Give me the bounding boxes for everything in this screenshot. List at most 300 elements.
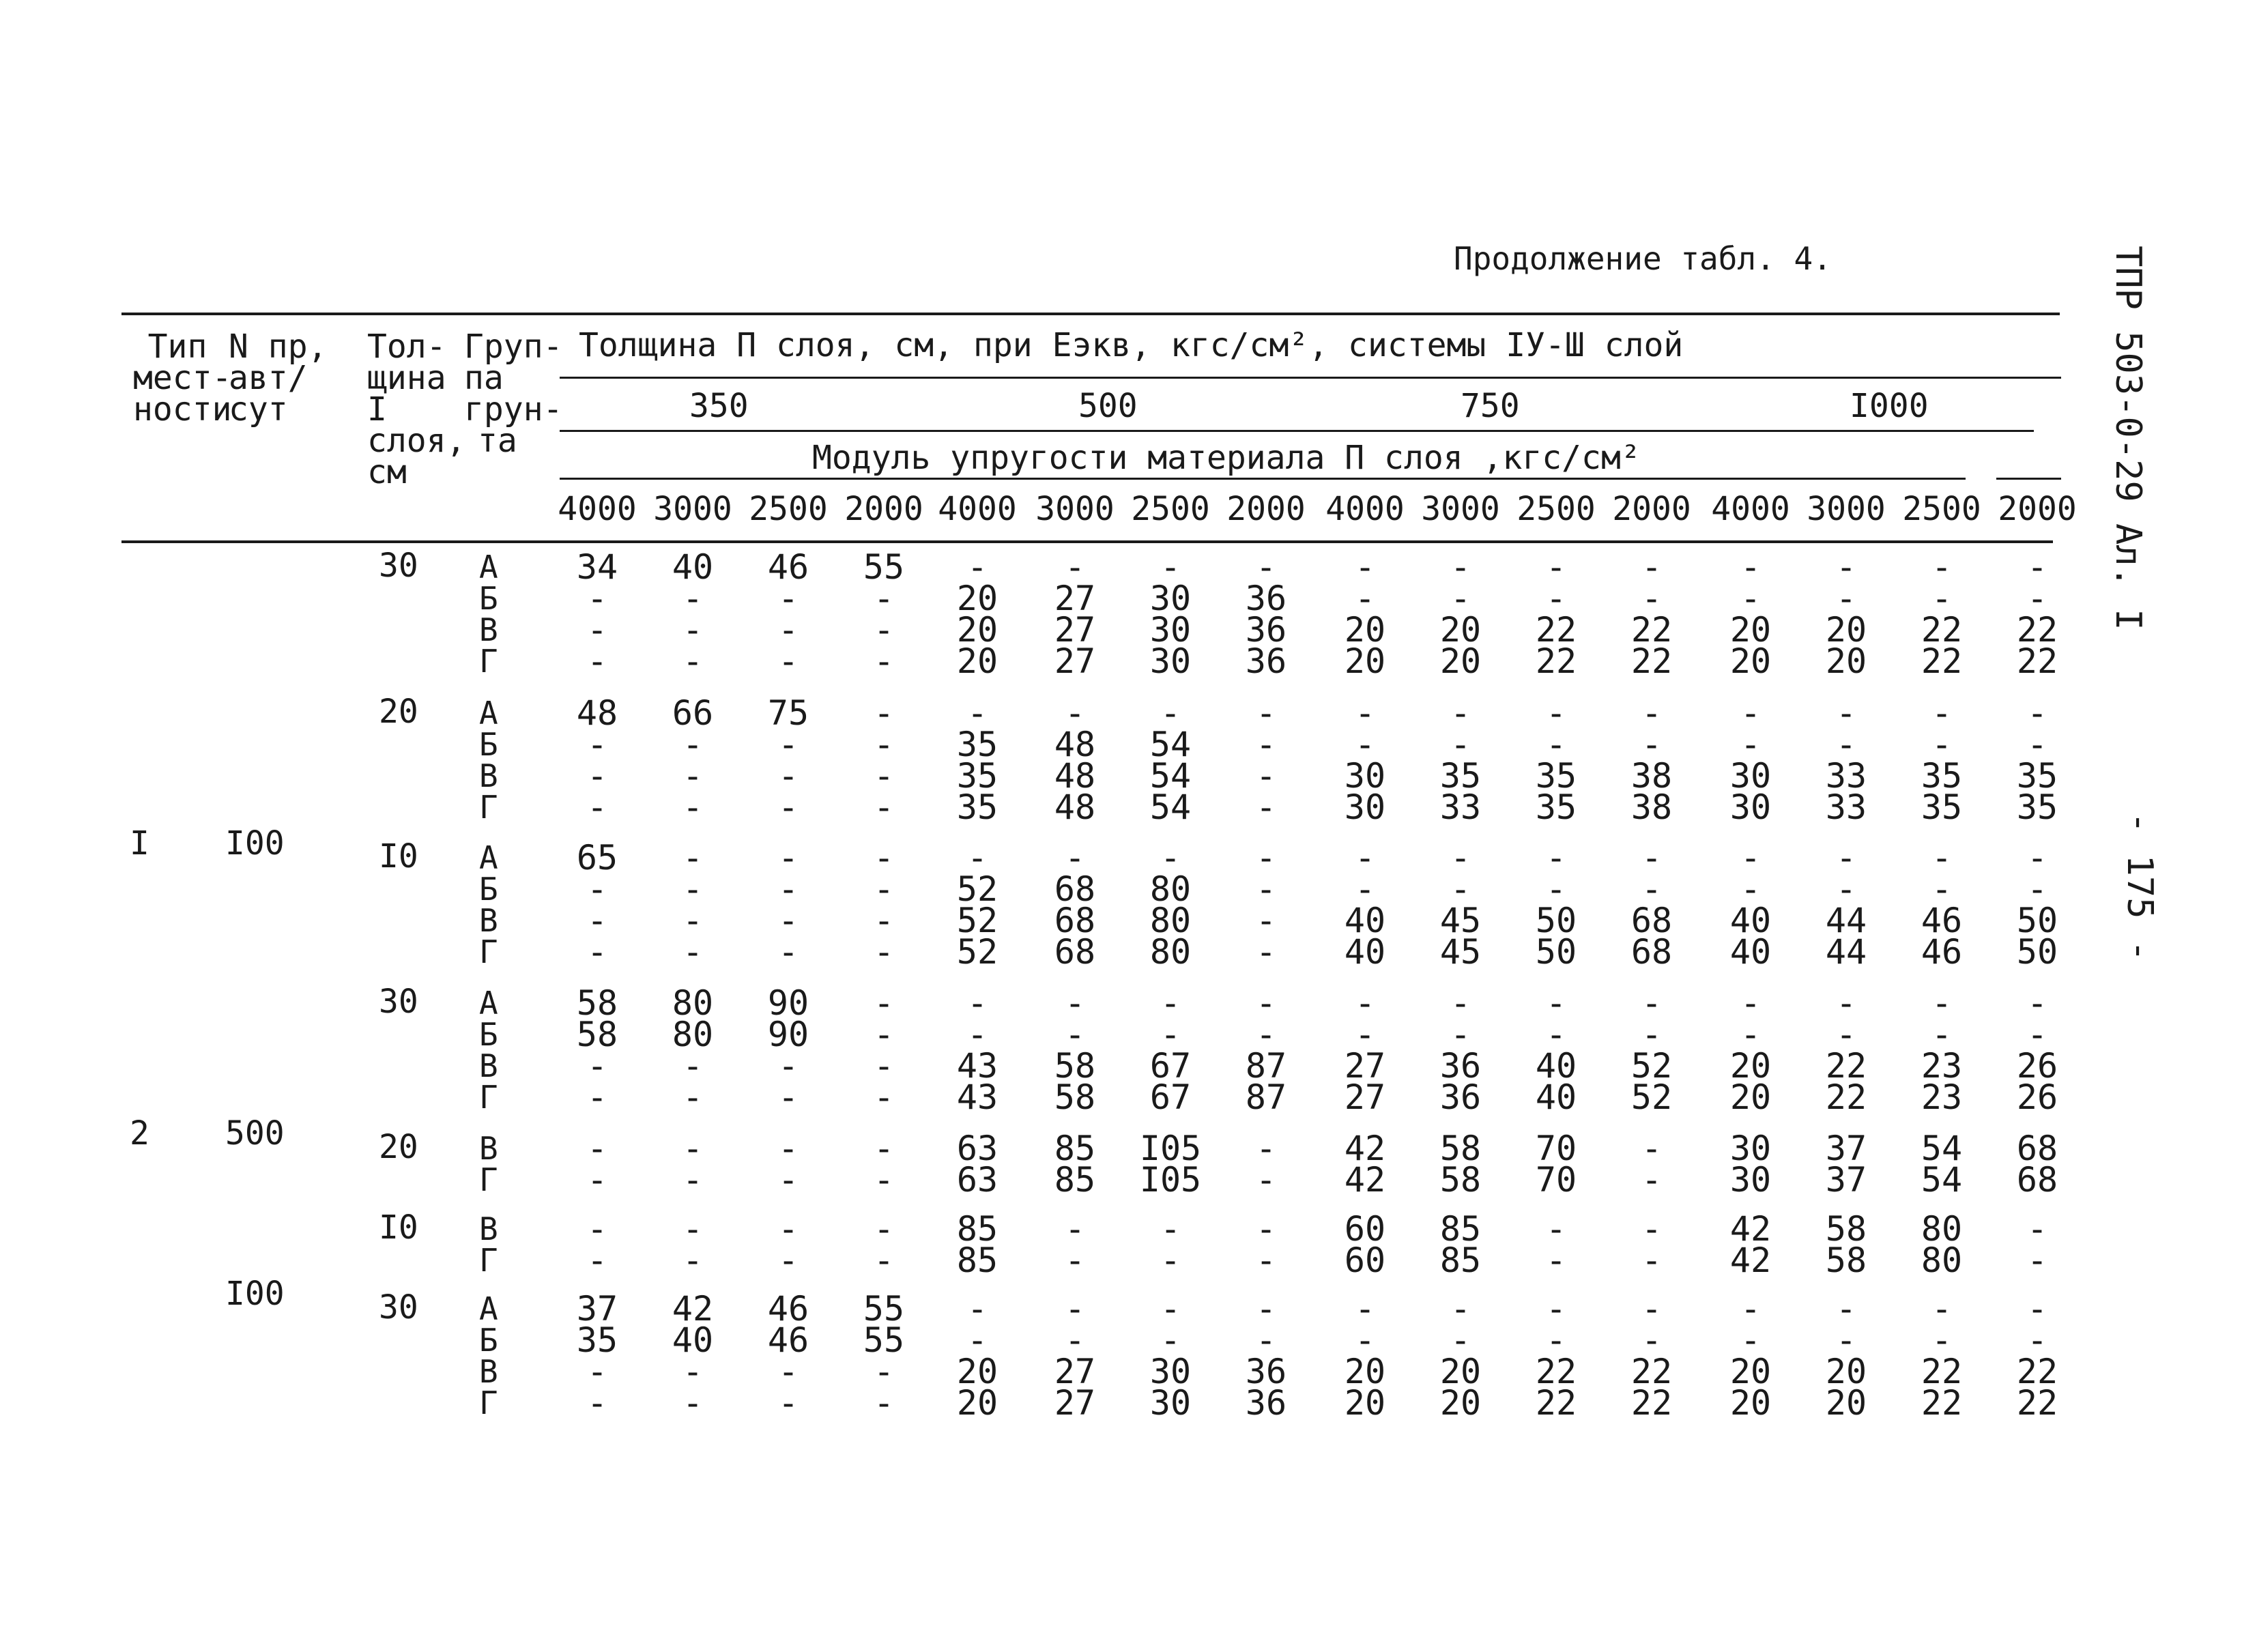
table-cell: - (777, 610, 799, 650)
table-cell: - (586, 787, 608, 827)
table-cell: - (1160, 838, 1181, 878)
table-cell: 22 (1630, 610, 1673, 650)
table-cell: - (1255, 547, 1277, 587)
table-cell: - (873, 1129, 895, 1168)
table-cell: 52 (1630, 1077, 1673, 1117)
soil-group-label: А (479, 1290, 498, 1327)
header-group-l2: па (464, 359, 504, 397)
table-cell: 40 (672, 1320, 714, 1360)
thickness-value: 30 (379, 983, 418, 1021)
table-cell: - (1255, 838, 1277, 878)
modulus-value: 4000 (938, 490, 1017, 528)
table-cell: - (682, 1209, 704, 1249)
table-cell: 37 (1825, 1129, 1867, 1168)
table-cell: 54 (1149, 725, 1192, 764)
table-cell: 30 (1149, 1383, 1192, 1423)
table-cell: - (1255, 1129, 1277, 1168)
table-cell: 22 (2016, 641, 2058, 681)
table-cell: - (682, 787, 704, 827)
table-cell: - (2026, 1241, 2048, 1280)
table-cell: - (1064, 838, 1086, 878)
table-cell: - (586, 756, 608, 796)
table-cell: - (682, 838, 704, 878)
table-cell: 40 (1535, 1077, 1577, 1117)
table-cell: 22 (1535, 610, 1577, 650)
table-cell: 26 (2016, 1077, 2058, 1117)
table-cell: - (1354, 838, 1376, 878)
table-cell: - (1160, 1209, 1181, 1249)
table-cell: - (1740, 693, 1762, 733)
table-cell: - (1255, 693, 1277, 733)
table-cell: - (2026, 1320, 2048, 1360)
table-cell: 22 (2016, 610, 2058, 650)
table-cell: - (873, 579, 895, 618)
table-cell: - (1641, 693, 1663, 733)
table-cell: - (682, 725, 704, 764)
n-label-500: 500 (225, 1114, 285, 1153)
table-cell: - (873, 1352, 895, 1391)
table-cell: - (1545, 725, 1567, 764)
table-cell: 37 (1825, 1160, 1867, 1200)
table-cell: 80 (1149, 932, 1192, 972)
table-cell: 80 (1149, 869, 1192, 909)
thickness-value: 20 (379, 693, 418, 731)
table-cell: 58 (576, 983, 618, 1023)
table-cell: 30 (1344, 787, 1386, 827)
table-cell: 20 (1344, 1383, 1386, 1423)
header-type-l2: мест- (133, 359, 232, 397)
header-n-l3: сут (229, 390, 288, 429)
table-cell: 42 (1729, 1241, 1772, 1280)
table-cell: 22 (2016, 1352, 2058, 1391)
table-cell: - (1450, 725, 1471, 764)
table-cell: 68 (2016, 1129, 2058, 1168)
table-cell: - (777, 756, 799, 796)
table-cell: 35 (2016, 756, 2058, 796)
table-cell: 46 (1921, 932, 1963, 972)
modulus-value: 2000 (1612, 490, 1691, 528)
table-cell: 20 (1729, 1383, 1772, 1423)
table-cell: - (682, 901, 704, 940)
table-cell: 20 (1825, 641, 1867, 681)
table-cell: - (1641, 1241, 1663, 1280)
table-cell: 20 (1344, 641, 1386, 681)
header-group-l1: Груп- (464, 328, 563, 366)
header-thick-l3: I (367, 390, 387, 429)
table-cell: 20 (1439, 610, 1482, 650)
table-cell: 68 (1054, 901, 1096, 940)
table-cell: 54 (1921, 1160, 1963, 1200)
table-cell: 58 (576, 1015, 618, 1054)
table-cell: 66 (672, 693, 714, 733)
table-cell: 27 (1344, 1077, 1386, 1117)
table-cell: - (873, 1015, 895, 1054)
soil-group-label: А (479, 839, 498, 876)
table-cell: 23 (1921, 1046, 1963, 1086)
table-cell: 45 (1439, 932, 1482, 972)
table-cell: - (1740, 983, 1762, 1023)
table-cell: I05 (1139, 1160, 1202, 1200)
table-cell: 22 (1825, 1077, 1867, 1117)
table-cell: - (1354, 1015, 1376, 1054)
table-cell: - (1740, 725, 1762, 764)
table-cell: 55 (863, 1320, 905, 1360)
table-cell: 33 (1825, 787, 1867, 827)
table-cell: - (682, 1352, 704, 1391)
table-cell: 42 (1344, 1160, 1386, 1200)
header-n-l1: N пр, (229, 328, 328, 366)
table-cell: 23 (1921, 1077, 1963, 1117)
table-cell: 20 (1729, 1352, 1772, 1391)
table-cell: - (1255, 983, 1277, 1023)
table-cell: 58 (1439, 1129, 1482, 1168)
table-cell: 85 (1054, 1129, 1096, 1168)
table-cell: - (1354, 869, 1376, 909)
table-cell: 36 (1245, 641, 1287, 681)
table-cell: - (586, 1160, 608, 1200)
table-cell: 22 (1535, 1383, 1577, 1423)
table-cell: - (1450, 547, 1471, 587)
table-cell: - (586, 1077, 608, 1117)
table-cell: - (1545, 838, 1567, 878)
header-thick-l5: см (367, 453, 407, 491)
table-cell: - (873, 725, 895, 764)
table-cell: - (1255, 725, 1277, 764)
table-cell: 34 (576, 547, 618, 587)
table-cell: - (777, 1046, 799, 1086)
table-cell: - (2026, 1289, 2048, 1329)
table-cell: 35 (956, 787, 998, 827)
table-cell: 58 (1825, 1241, 1867, 1280)
table-cell: - (1450, 693, 1471, 733)
table-cell: - (586, 1383, 608, 1423)
table-cell: - (1160, 693, 1181, 733)
table-cell: - (1740, 547, 1762, 587)
table-cell: - (873, 983, 895, 1023)
table-cell: 22 (1630, 1383, 1673, 1423)
table-cell: 26 (2016, 1046, 2058, 1086)
table-cell: 36 (1245, 610, 1287, 650)
table-cell: - (1064, 693, 1086, 733)
table-cell: - (1450, 579, 1471, 618)
table-cell: - (682, 756, 704, 796)
table-cell: 36 (1245, 1352, 1287, 1391)
soil-group-label: Г (479, 643, 498, 680)
table-cell: 30 (1149, 610, 1192, 650)
table-cell: - (1931, 547, 1953, 587)
table-cell: - (1931, 579, 1953, 618)
table-cell: 35 (1921, 787, 1963, 827)
table-cell: 20 (956, 641, 998, 681)
table-cell: - (1545, 1320, 1567, 1360)
page-number: - 175 - (2119, 812, 2160, 962)
header-group-l3: грун- (464, 390, 563, 429)
table-caption: Продолжение табл. 4. (1454, 240, 1832, 277)
modulus-value: 2000 (1998, 490, 2077, 528)
table-cell: - (1255, 932, 1277, 972)
table-cell: 54 (1149, 756, 1192, 796)
table-cell: 35 (1921, 756, 1963, 796)
type-label-1: I (130, 824, 149, 863)
table-cell: 27 (1054, 641, 1096, 681)
table-cell: 30 (1149, 579, 1192, 618)
table-cell: 43 (956, 1046, 998, 1086)
table-cell: 90 (767, 1015, 809, 1054)
table-cell: 30 (1729, 787, 1772, 827)
table-cell: - (1354, 983, 1376, 1023)
modulus-value: 2500 (749, 490, 828, 528)
soil-group-label: В (479, 1353, 498, 1390)
table-cell: 40 (1535, 1046, 1577, 1086)
table-cell: 36 (1439, 1077, 1482, 1117)
table-cell: - (1160, 1289, 1181, 1329)
soil-group-label: А (479, 985, 498, 1021)
table-cell: - (1835, 579, 1857, 618)
table-cell: - (873, 932, 895, 972)
table-cell: 22 (1921, 641, 1963, 681)
table-cell: 20 (1729, 610, 1772, 650)
table-cell: 42 (1729, 1209, 1772, 1249)
eekv-500: 500 (1078, 387, 1138, 425)
table-cell: 35 (1535, 787, 1577, 827)
table-cell: 30 (1344, 756, 1386, 796)
table-cell: - (1450, 869, 1471, 909)
table-cell: 55 (863, 547, 905, 587)
table-cell: 20 (1344, 1352, 1386, 1391)
table-cell: - (873, 1241, 895, 1280)
table-cell: - (1641, 869, 1663, 909)
table-cell: - (1064, 1209, 1086, 1249)
table-cell: - (966, 1320, 988, 1360)
table-cell: - (873, 838, 895, 878)
table-cell: 27 (1054, 1383, 1096, 1423)
table-cell: - (1931, 838, 1953, 878)
table-cell: - (873, 610, 895, 650)
table-cell: 33 (1439, 787, 1482, 827)
table-cell: - (682, 1077, 704, 1117)
table-cell: - (1931, 1289, 1953, 1329)
table-cell: - (1835, 547, 1857, 587)
table-cell: - (1641, 983, 1663, 1023)
table-cell: - (586, 579, 608, 618)
table-cell: - (682, 1046, 704, 1086)
table-cell: - (1545, 1015, 1567, 1054)
table-cell: - (1835, 1289, 1857, 1329)
table-cell: - (777, 1077, 799, 1117)
table-cell: 67 (1149, 1046, 1192, 1086)
table-cell: 85 (1439, 1241, 1482, 1280)
table-cell: - (1835, 838, 1857, 878)
table-cell: 30 (1149, 641, 1192, 681)
soil-group-label: Г (479, 1242, 498, 1279)
table-cell: - (1545, 693, 1567, 733)
modulus-value: 2500 (1902, 490, 1981, 528)
soil-group-label: В (479, 902, 498, 939)
eekv-350: 350 (689, 387, 749, 425)
table-cell: - (1354, 1289, 1376, 1329)
table-cell: - (1641, 547, 1663, 587)
table-cell: - (1641, 1209, 1663, 1249)
table-cell: - (586, 1046, 608, 1086)
table-cell: 75 (767, 693, 809, 733)
table-cell: 22 (1535, 641, 1577, 681)
table-cell: 35 (1439, 756, 1482, 796)
table-cell: - (966, 1289, 988, 1329)
table-cell: - (1545, 1289, 1567, 1329)
table-cell: 85 (956, 1241, 998, 1280)
table-cell: - (1641, 579, 1663, 618)
table-cell: 40 (1729, 901, 1772, 940)
table-cell: 80 (1921, 1241, 1963, 1280)
table-cell: 20 (956, 1383, 998, 1423)
table-cell: 35 (956, 756, 998, 796)
table-cell: 22 (1630, 1352, 1673, 1391)
table-cell: - (1255, 1209, 1277, 1249)
table-cell: 35 (2016, 787, 2058, 827)
modulus-value: 2500 (1516, 490, 1596, 528)
soil-group-label: В (479, 611, 498, 648)
table-cell: - (1160, 1241, 1181, 1280)
table-cell: 52 (956, 869, 998, 909)
modulus-value: 4000 (1325, 490, 1405, 528)
table-cell: 20 (1439, 1383, 1482, 1423)
table-cell: - (682, 1383, 704, 1423)
table-cell: 80 (672, 983, 714, 1023)
table-cell: 20 (1439, 1352, 1482, 1391)
table-cell: - (682, 1160, 704, 1200)
table-cell: - (682, 579, 704, 618)
table-cell: 50 (2016, 901, 2058, 940)
table-cell: - (2026, 1209, 2048, 1249)
soil-group-label: В (479, 1130, 498, 1167)
table-cell: 58 (1439, 1160, 1482, 1200)
modulus-value: 3000 (653, 490, 732, 528)
table-cell: 52 (956, 932, 998, 972)
table-cell: - (1160, 1320, 1181, 1360)
table-cell: - (1064, 1241, 1086, 1280)
table-cell: - (2026, 547, 2048, 587)
table-cell: 46 (767, 547, 809, 587)
table-cell: - (1255, 901, 1277, 940)
eekv-1000: I000 (1850, 387, 1929, 425)
table-cell: 38 (1630, 756, 1673, 796)
table-cell: - (966, 983, 988, 1023)
table-cell: - (873, 693, 895, 733)
table-cell: - (1641, 1289, 1663, 1329)
table-cell: 36 (1245, 579, 1287, 618)
table-cell: 54 (1921, 1129, 1963, 1168)
table-cell: - (2026, 869, 2048, 909)
table-cell: - (1064, 1015, 1086, 1054)
table-cell: - (1545, 1241, 1567, 1280)
table-cell: 52 (956, 901, 998, 940)
table-cell: 46 (767, 1289, 809, 1329)
soil-group-label: В (479, 1211, 498, 1247)
table-cell: 20 (956, 579, 998, 618)
table-cell: - (2026, 579, 2048, 618)
table-cell: 80 (672, 1015, 714, 1054)
table-cell: - (1835, 1320, 1857, 1360)
table-cell: 38 (1630, 787, 1673, 827)
table-cell: - (1255, 869, 1277, 909)
table-cell: - (1450, 983, 1471, 1023)
soil-group-label: Б (479, 726, 498, 763)
table-cell: - (1450, 1015, 1471, 1054)
table-cell: 58 (1054, 1077, 1096, 1117)
table-cell: 50 (1535, 932, 1577, 972)
table-cell: - (777, 725, 799, 764)
table-cell: - (1255, 1160, 1277, 1200)
table-cell: 22 (1921, 1352, 1963, 1391)
table-cell: - (1740, 579, 1762, 618)
table-cell: 90 (767, 983, 809, 1023)
table-cell: 20 (1825, 610, 1867, 650)
table-cell: - (1255, 1289, 1277, 1329)
table-cell: - (682, 1129, 704, 1168)
table-cell: 68 (1054, 869, 1096, 909)
table-cell: 67 (1149, 1077, 1192, 1117)
table-cell: 20 (1729, 1077, 1772, 1117)
table-cell: - (586, 1209, 608, 1249)
table-cell: 65 (576, 838, 618, 878)
table-cell: 63 (956, 1160, 998, 1200)
modulus-value: 3000 (1035, 490, 1115, 528)
table-cell: 80 (1149, 901, 1192, 940)
table-cell: 44 (1825, 901, 1867, 940)
table-cell: - (1740, 1289, 1762, 1329)
table-cell: - (2026, 725, 2048, 764)
table-cell: - (873, 901, 895, 940)
table-cell: - (1835, 725, 1857, 764)
table-cell: - (1160, 547, 1181, 587)
table-cell: - (1064, 1289, 1086, 1329)
table-cell: 40 (1344, 901, 1386, 940)
table-cell: - (873, 756, 895, 796)
table-cell: - (873, 869, 895, 909)
table-cell: - (586, 641, 608, 681)
table-cell: - (1064, 983, 1086, 1023)
modulus-value: 3000 (1807, 490, 1886, 528)
table-cell: - (1354, 547, 1376, 587)
table-cell: - (873, 1046, 895, 1086)
table-cell: - (1255, 1241, 1277, 1280)
table-cell: - (1931, 725, 1953, 764)
table-cell: - (682, 932, 704, 972)
modulus-value: 4000 (558, 490, 637, 528)
table-cell: - (586, 1352, 608, 1391)
table-cell: 45 (1439, 901, 1482, 940)
table-cell: 87 (1245, 1077, 1287, 1117)
table-cell: 55 (863, 1289, 905, 1329)
table-cell: - (873, 1160, 895, 1200)
table-cell: 68 (1054, 932, 1096, 972)
table-cell: 20 (1729, 1046, 1772, 1086)
table-cell: 22 (2016, 1383, 2058, 1423)
table-cell: - (1255, 787, 1277, 827)
soil-group-label: Б (479, 1016, 498, 1053)
table-cell: - (1450, 1320, 1471, 1360)
table-cell: - (966, 693, 988, 733)
table-cell: - (586, 1129, 608, 1168)
table-cell: 52 (1630, 1046, 1673, 1086)
table-cell: - (2026, 1015, 2048, 1054)
table-cell: - (2026, 983, 2048, 1023)
table-cell: 42 (1344, 1129, 1386, 1168)
table-cell: - (1835, 983, 1857, 1023)
table-cell: - (1064, 547, 1086, 587)
modulus-title: Модуль упругости материала П слоя ,кгс/см² (812, 439, 1641, 477)
table-cell: - (1160, 1015, 1181, 1054)
